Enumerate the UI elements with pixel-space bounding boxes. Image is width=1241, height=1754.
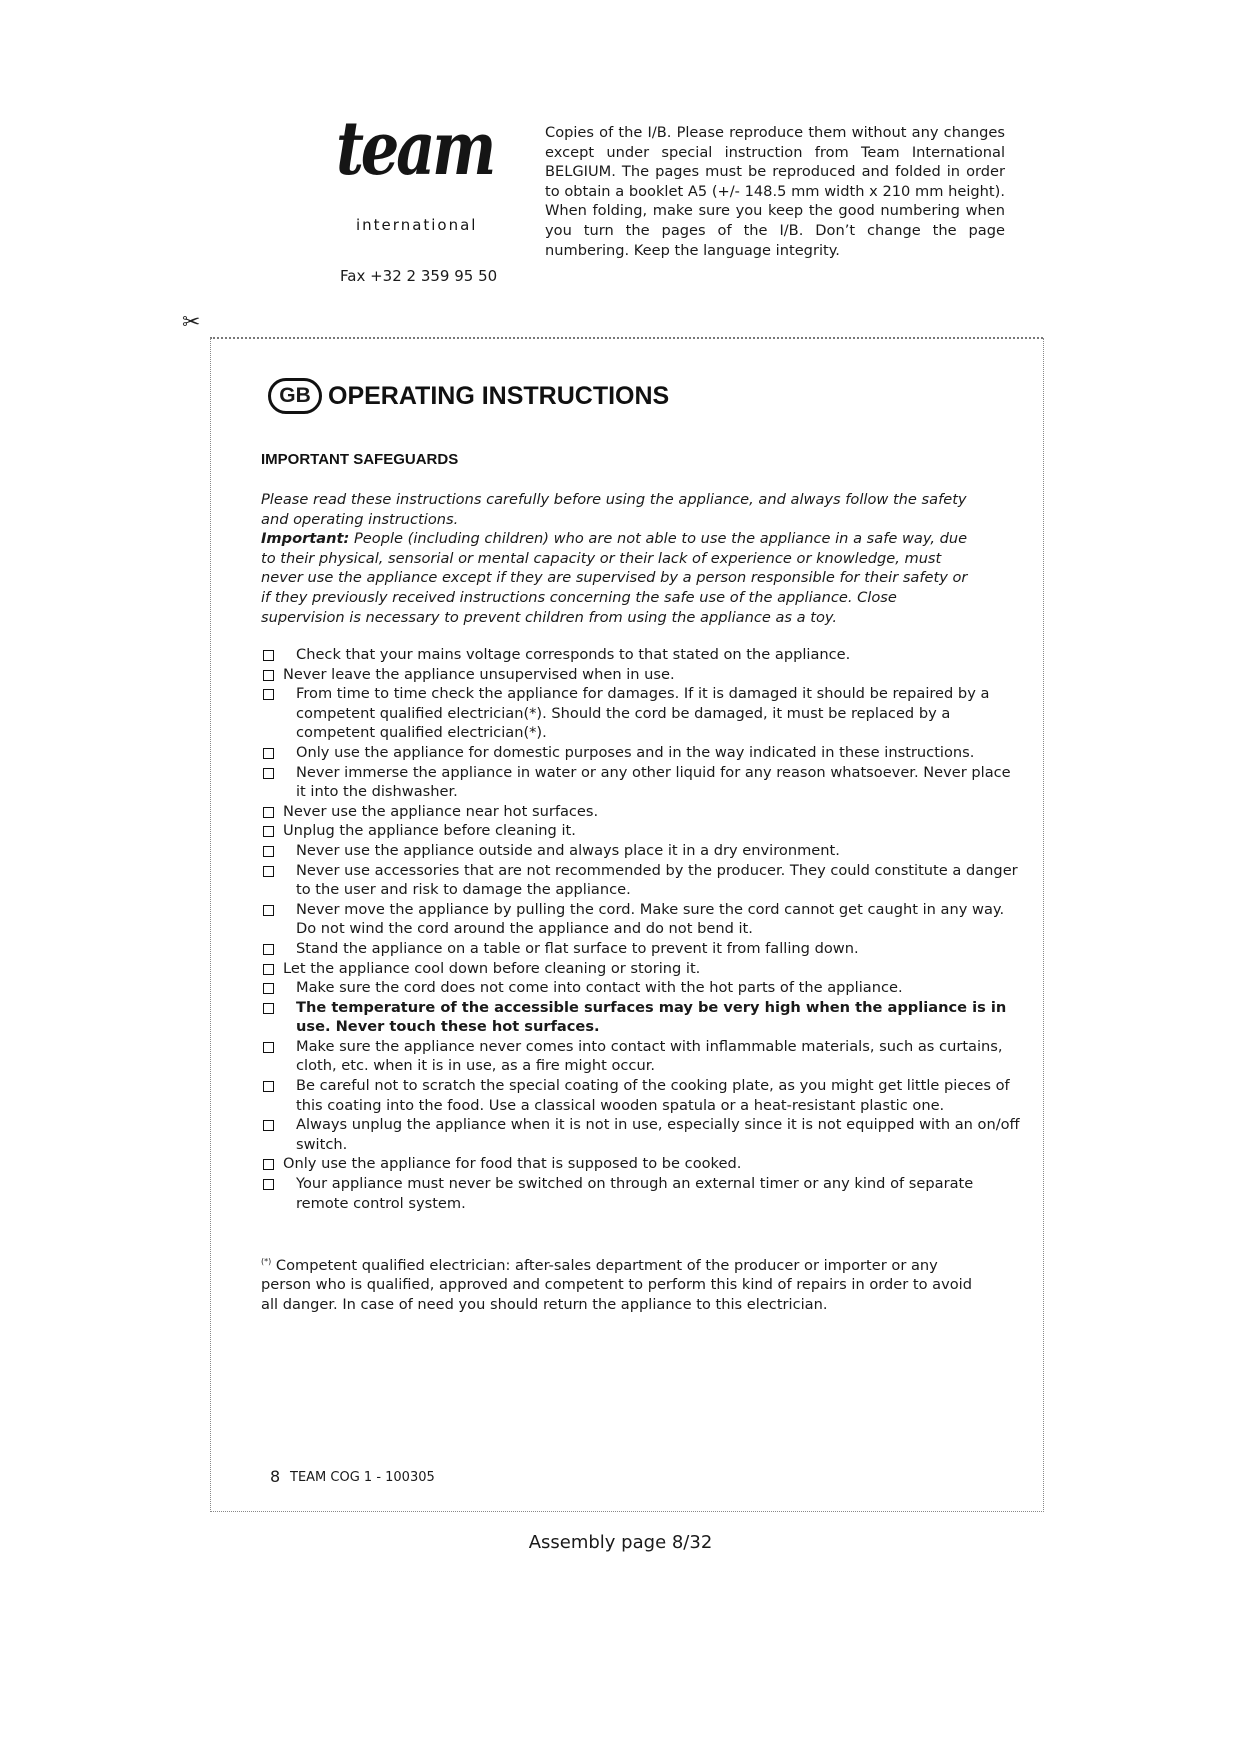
list-item: Your appliance must never be switched on through an external timer or any kind of separate remote control system. <box>262 1174 1022 1213</box>
list-item: Let the appliance cool down before cleaning or storing it. <box>262 959 1022 979</box>
list-item: Check that your mains voltage corresponds to that stated on the appliance. <box>262 645 1022 665</box>
checkbox-bullet-icon <box>263 905 274 916</box>
copies-note: Copies of the I/B. Please reproduce them without any changes except under special instruction from Team International BELGIUM. The pages must be reproduced and folded in order to obtain a booklet A5 (+/- 148.5 mm width x 210 mm height). When folding, make sure you keep the good numbering when you turn the pages of the I/B. Don’t change the page numbering. Keep the language integrity. <box>545 124 1005 259</box>
scissors-icon: ✂ <box>182 310 201 335</box>
list-item: Make sure the appliance never comes into contact with inflammable materials, such as curtains, cloth, etc. when it is in use, as a fire might occur. <box>262 1037 1022 1076</box>
list-item: Always unplug the appliance when it is not in use, especially since it is not equipped with an on/off switch. <box>262 1115 1022 1154</box>
checkbox-bullet-icon <box>263 866 274 877</box>
list-item: Only use the appliance for domestic purposes and in the way indicated in these instructions. <box>262 743 1022 763</box>
checkbox-bullet-icon <box>263 1159 274 1170</box>
page-title <box>268 378 669 414</box>
list-item: Never use accessories that are not recommended by the producer. They could constitute a danger to the user and risk to damage the appliance. <box>262 861 1022 900</box>
checkbox-bullet-icon <box>263 944 274 955</box>
footnote <box>261 1252 981 1315</box>
list-item: Never move the appliance by pulling the cord. Make sure the cord cannot get caught in any way. Do not wind the cord around the appliance and do not bend it. <box>262 900 1022 939</box>
safeguard-list <box>262 645 1022 1213</box>
intro-paragraph <box>261 490 981 627</box>
list-item: Make sure the cord does not come into contact with the hot parts of the appliance. <box>262 978 1022 998</box>
checkbox-bullet-icon <box>263 1042 274 1053</box>
section-title: IMPORTANT SAFEGUARDS <box>261 451 459 468</box>
checkbox-bullet-icon <box>263 650 274 661</box>
list-item: Stand the appliance on a table or flat surface to prevent it from falling down. <box>262 939 1022 959</box>
footnote-mark: (*) <box>261 1257 272 1266</box>
page-number: 8 <box>270 1467 281 1486</box>
important-label: Important: <box>261 530 350 548</box>
document-code: TEAM COG 1 - 100305 <box>290 1470 435 1485</box>
list-item: Never use the appliance near hot surfaces. <box>262 802 1022 822</box>
list-item: Only use the appliance for food that is supposed to be cooked. <box>262 1154 1022 1174</box>
checkbox-bullet-icon <box>263 826 274 837</box>
checkbox-bullet-icon <box>263 846 274 857</box>
fax-number: Fax +32 2 359 95 50 <box>340 267 498 285</box>
checkbox-bullet-icon <box>263 670 274 681</box>
checkbox-bullet-icon <box>263 1179 274 1190</box>
checkbox-bullet-icon <box>263 807 274 818</box>
list-item: Never immerse the appliance in water or any other liquid for any reason whatsoever. Never place it into the dishwasher. <box>262 763 1022 802</box>
list-item: From time to time check the appliance for damages. If it is damaged it should be repaired by a competent qualified electrician(*). Should the cord be damaged, it must be replaced by a competent qualified electrician(*). <box>262 684 1022 743</box>
footnote-text: Competent qualified electrician: after-sales department of the producer or importer or any person who is qualified, approved and competent to perform this kind of repairs in order to avoid all danger. In case of need you should return the appliance to this electrician. <box>261 1256 973 1314</box>
checkbox-bullet-icon <box>263 768 274 779</box>
list-item: Unplug the appliance before cleaning it. <box>262 821 1022 841</box>
list-item: Never leave the appliance unsupervised when in use. <box>262 665 1022 685</box>
team-logo <box>330 106 494 243</box>
intro-text: Please read these instructions carefully before using the appliance, and always follow the safety and operating instructions. <box>261 491 967 528</box>
checkbox-bullet-icon <box>263 748 274 759</box>
checkbox-bullet-icon <box>263 1003 274 1014</box>
assembly-page-label: Assembly page 8/32 <box>528 1532 713 1553</box>
checkbox-bullet-icon <box>263 983 274 994</box>
page-title-text: OPERATING INSTRUCTIONS <box>328 381 670 410</box>
list-item: Be careful not to scratch the special coating of the cooking plate, as you might get little pieces of this coating into the food. Use a classical wooden spatula or a heat-resistant plastic one. <box>262 1076 1022 1115</box>
logo-subtitle: international <box>356 216 478 234</box>
checkbox-bullet-icon <box>263 1120 274 1131</box>
intro-text-important: People (including children) who are not able to use the appliance in a safe way, due to their physical, sensorial or mental capacity or their lack of experience or knowledge, must never use the appliance except if they are supervised by a person responsible for their safety or if they previously received instructions concerning the safe use of the appliance. Close supervision is necessary to prevent children from using the appliance as a toy. <box>261 530 968 626</box>
checkbox-bullet-icon <box>263 1081 274 1092</box>
checkbox-bullet-icon <box>263 964 274 975</box>
language-badge: GB <box>268 378 322 414</box>
logo-wordmark: team <box>336 106 494 192</box>
checkbox-bullet-icon <box>263 689 274 700</box>
list-item-warning: The temperature of the accessible surfaces may be very high when the appliance is in use. Never touch these hot surfaces. <box>262 998 1022 1037</box>
list-item: Never use the appliance outside and always place it in a dry environment. <box>262 841 1022 861</box>
